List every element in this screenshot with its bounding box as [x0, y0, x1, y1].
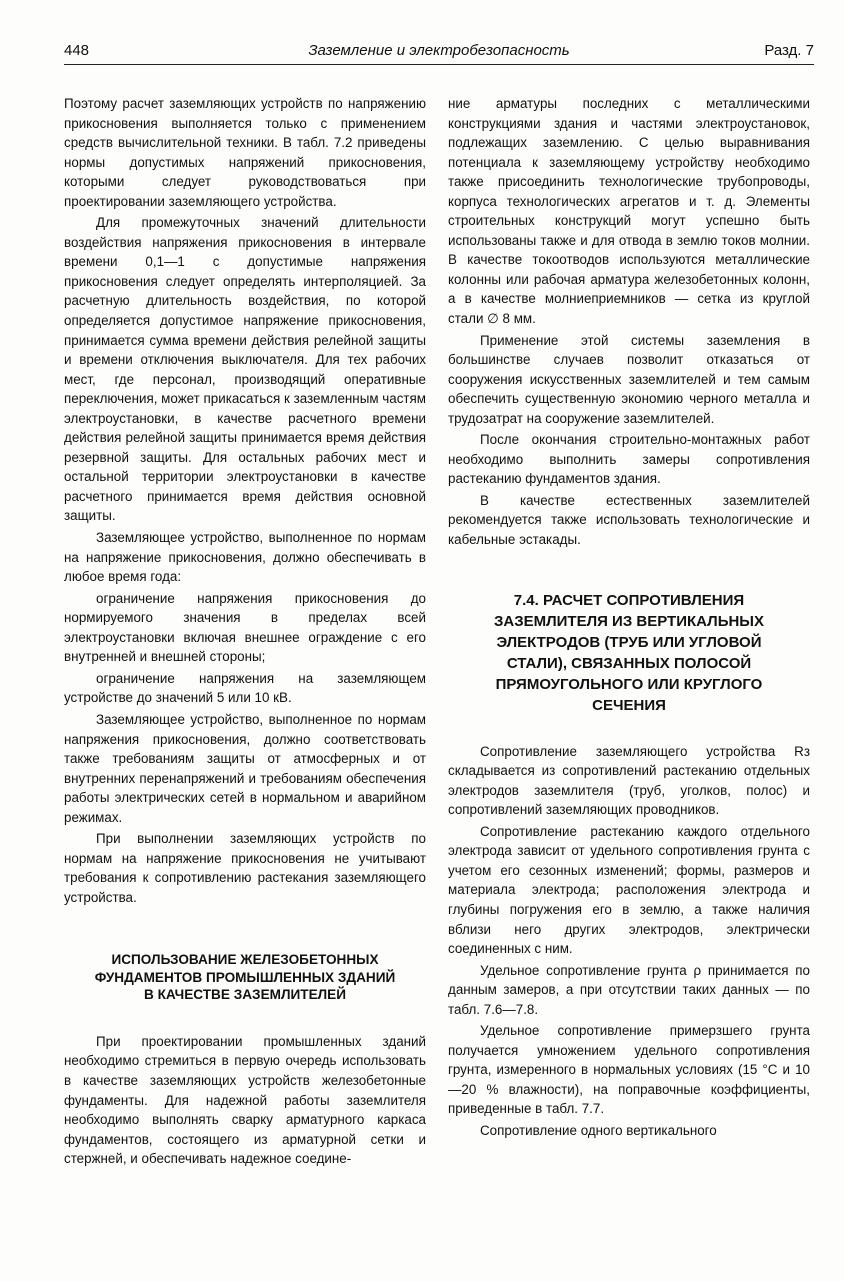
section-label: Разд. 7: [764, 42, 814, 59]
paragraph: Сопротивление одного вертикального: [480, 1122, 717, 1138]
paragraph: После окончания строительно-монтажных работ необходимо выполнить замеры сопротивления растеканию фундаментов здания.: [448, 432, 810, 487]
page-number: 448: [64, 42, 90, 59]
heading-line: ПРЯМОУГОЛЬНОГО ИЛИ КРУГЛОГО: [495, 675, 763, 693]
paragraph: Заземляющее устройство, выполненное по нормам напряжения прикосновения, должно соответствовать также требованиям защиты от атмосферных и от внутренних перенапряжений и требованиям обеспечения работы электрических сетей в нормальном и аварийном режимах.: [64, 711, 426, 825]
paragraph: Для промежуточных значений длительности воздействия напряжения прикосновения в интервале времени 0,1—1 с допустимые напряжения прикосновения следует определять интерполяцией. За расчетную длительность воздействия, по которой определяется допустимое напряжение прикосновения, принимается сумма времени действия релейной защиты и времени отключения выключателя. Для тех рабочих мест, где персонал, производящий оперативные переключения, может прикасаться к заземленным частям электроустановки, в качестве расчетного времени действия релейной защиты принимается время действия резервной защиты. Для остальных рабочих мест и остальной территории электроустановки в качестве расчетного принимается время действия основной защиты.: [64, 215, 426, 524]
paragraph: Сопротивление растеканию каждого отдельного электрода зависит от удельного сопротивления грунта с учетом его сезонных изменений; формы, размеров и материала электрода; расположения электрода и глубины погружения его в землю, а также наличия вблизи него других электродов, электрически соединенных с ним.: [448, 823, 810, 957]
left-column: [64, 94, 426, 1171]
paragraph: ние арматуры последних с металлическими конструкциями здания и частями электроустановок, подлежащих заземлению. С целью выравнивания потенциала к заземляющему устройству необходимо также присоединить технологические трубопроводы, корпуса технологических агрегатов и т. д. Элементы строительных конструкций могут успешно быть использованы также и для отвода в землю токов молнии. В качестве токоотводов используются металлические колонны или рабочая арматура железобетонных колонн, а в качестве молниеприемников — сетка из круглой стали ∅ 8 мм.: [448, 96, 810, 327]
paragraph: Поэтому расчет заземляющих устройств по напряжению прикосновения выполняется только с применением средств вычислительной техники. В табл. 7.2 приведены нормы допустимых напряжений прикосновения, которыми следует руководствоваться при проектировании заземляющего устройства.: [64, 96, 426, 209]
paragraph: Удельное сопротивление грунта ρ принимается по данным замеров, а при отсутствии таких данных — по табл. 7.6—7.8.: [448, 962, 810, 1017]
heading-line: ИСПОЛЬЗОВАНИЕ ЖЕЛЕЗОБЕТОННЫХ: [111, 952, 379, 968]
heading-line: СТАЛИ), СВЯЗАННЫХ ПОЛОСОЙ: [506, 654, 752, 672]
heading-line: ФУНДАМЕНТОВ ПРОМЫШЛЕННЫХ ЗДАНИЙ: [94, 969, 396, 985]
paragraph: При выполнении заземляющих устройств по нормам на напряжение прикосновения не учитывают требования к сопротивлению растекания заземляющего устройства.: [64, 831, 426, 905]
paragraph: Применение этой системы заземления в большинстве случаев позволит отказаться от сооружения искусственных заземлителей и тем самым обеспечить существенную экономию черного металла и трудозатрат на сооружение заземлителей.: [448, 332, 810, 426]
list-item: ограничение напряжения прикосновения до нормируемого значения в пределах всей электроустановки включая внешнее ограждение с его внутренней и внешней стороны;: [64, 590, 426, 665]
heading-line: В КАЧЕСТВЕ ЗАЗЕМЛИТЕЛЕЙ: [143, 987, 347, 1003]
list-item: ограничение напряжения на заземляющем устройстве до значений 5 или 10 кВ.: [64, 670, 426, 706]
paragraph: Заземляющее устройство, выполненное по нормам на напряжение прикосновения, должно обеспечивать в любое время года:: [64, 530, 426, 585]
section-heading-foundations: [68, 951, 422, 1004]
running-header: [64, 38, 814, 65]
section-heading-7-4: [458, 590, 800, 716]
running-title: Заземление и электробезопасность: [308, 42, 570, 59]
heading-line: ЗАЗЕМЛИТЕЛЯ ИЗ ВЕРТИКАЛЬНЫХ: [493, 612, 764, 630]
paragraph: Сопротивление заземляющего устройства Rз складывается из сопротивлений растеканию отдельных электродов заземлителя (труб, уголков, полос) и сопротивлений заземляющих проводников.: [448, 743, 810, 818]
right-column: [448, 94, 810, 1143]
heading-line: 7.4. РАСЧЕТ СОПРОТИВЛЕНИЯ: [513, 591, 745, 609]
heading-line: СЕЧЕНИЯ: [592, 696, 666, 714]
paragraph: Удельное сопротивление примерзшего грунта получается умножением удельного сопротивления грунта, измеренного в нормальных условиях (15 °С и 10—20 % влажности), на поправочные коэффициенты, приведенные в табл. 7.7.: [448, 1023, 810, 1117]
paragraph: В качестве естественных заземлителей рекомендуется также использовать технологические и кабельные эстакады.: [448, 492, 810, 548]
heading-line: ЭЛЕКТРОДОВ (ТРУБ ИЛИ УГЛОВОЙ: [496, 633, 762, 651]
paragraph: При проектировании промышленных зданий необходимо стремиться в первую очередь использовать в качестве заземляющих устройств железобетонные фундаменты. Для надежной работы заземлителя необходимо выполнять сварку арматурного каркаса фундаментов, состоящего из арматурной сетки и стержней, и обеспечивать надежное соедине-: [64, 1033, 426, 1167]
